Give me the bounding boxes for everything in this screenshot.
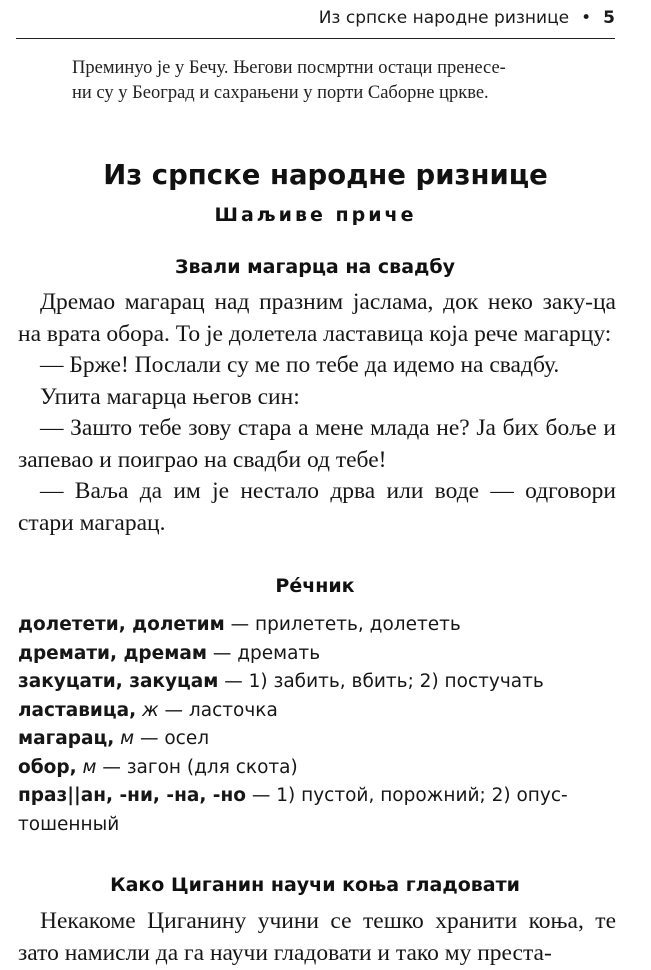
glossary-list (18, 611, 618, 839)
glossary-definition: — прилететь, долететь (224, 614, 461, 635)
glossary-entry (18, 725, 618, 754)
story-text (18, 287, 616, 539)
story-title: Како Циганин научи коња гладовати (110, 874, 520, 896)
glossary-definition: — осел (134, 728, 210, 749)
running-header (16, 8, 615, 39)
glossary-gender: м (76, 756, 97, 778)
story-paragraph: Упита магарца његов син: (40, 383, 300, 410)
intro-line: ни су у Београд и сахрањени у порти Саборне цркве. (72, 83, 489, 103)
section-subtitle: Шаљиве приче (214, 204, 417, 226)
page-number: 5 (603, 8, 615, 28)
glossary-entry (18, 754, 618, 783)
glossary-entry (18, 611, 618, 640)
glossary-definition: — дремать (206, 642, 321, 664)
story-paragraph: Дремао магарац над празним јаслама, док неко заку-ца на врата обора. То је долетела ластавица која рече магарцу: (18, 289, 616, 347)
glossary-entry (18, 697, 618, 726)
story-paragraph: — Ваља да им је нестало дрва или воде — одговори стари магарац. (18, 478, 616, 536)
story-paragraph: — Брже! Послали су ме по тебе да идемо на свадбу. (40, 352, 560, 378)
story-paragraph: — Зашто тебе зову стара а мене млада не? Ја бих боље и запевао и поиграо на свадби од тебе! (18, 415, 616, 473)
glossary-gender: ж (136, 699, 159, 721)
story-title: Звали магарца на свадбу (174, 256, 456, 278)
glossary-term: ластавица, (18, 699, 137, 721)
glossary-term: дремати, дремам (18, 642, 207, 664)
intro-line: Преминуо је у Бечу. Његови посмртни остаци пренесе- (72, 58, 506, 78)
running-title: Из српске народне ризнице (318, 8, 570, 28)
glossary-definition: — загон (для скота) (96, 756, 298, 778)
glossary-definition: — ласточка (158, 699, 278, 721)
glossary-term: закуцати, закуцам (18, 671, 219, 692)
story-text (18, 906, 616, 969)
glossary-definition: — 1) пустой, порожний; 2) опус-тошенный (18, 785, 568, 835)
glossary-term: долетети, долетим (18, 614, 225, 635)
header-separator: • (581, 8, 592, 28)
glossary-term: праз||ан, -ни, -на, -но (18, 785, 246, 806)
glossary-gender: м (114, 728, 135, 749)
glossary-entry (18, 640, 618, 669)
glossary-entry (18, 668, 618, 697)
glossary-title: Ре́чник (275, 575, 355, 597)
story-paragraph: Некакоме Циганину учини се тешко хранити коња, те зато намисли да га научи гладовати и тако му преста- (18, 908, 616, 966)
glossary-definition: — 1) забить, вбить; 2) постучать (218, 671, 544, 692)
glossary-term: обор, (18, 756, 77, 778)
section-title: Из српске народне ризнице (103, 159, 548, 191)
intro-paragraph (72, 56, 602, 106)
glossary-entry (18, 782, 618, 839)
glossary-term: магарац, (18, 728, 115, 749)
